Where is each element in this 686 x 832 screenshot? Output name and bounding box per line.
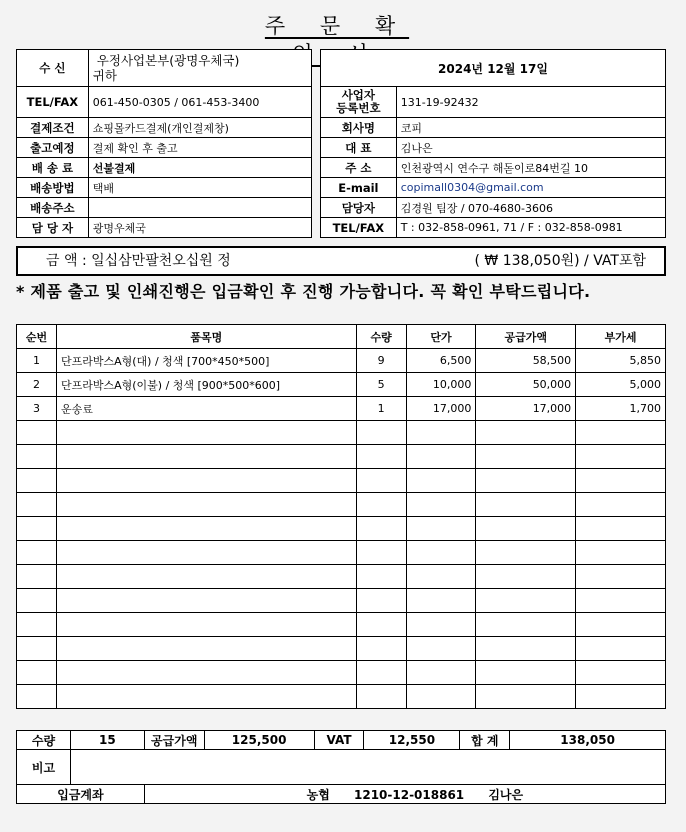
item-no: 1	[17, 349, 57, 373]
recipient-name-line1: 우정사업본부(광명우체국)	[96, 53, 240, 68]
empty-cell	[476, 685, 576, 709]
item-vat: 5,000	[576, 373, 666, 397]
business-number: 131-19-92432	[396, 87, 665, 118]
label-recipient: 수 신	[17, 50, 89, 87]
label-email: E-mail	[321, 178, 397, 198]
label-supply-total: 공급가액	[144, 731, 204, 750]
empty-cell	[576, 661, 666, 685]
label-business-number-line2: 등록번호	[336, 101, 381, 115]
empty-cell	[17, 589, 57, 613]
items-table-body	[17, 325, 666, 709]
empty-cell	[56, 637, 356, 661]
shipping-method: 택배	[88, 178, 311, 198]
empty-cell	[356, 565, 406, 589]
item-name: 단프라박스A형(이불) / 청색 [900*500*600]	[56, 373, 356, 397]
label-shipping-address: 배송주소	[17, 198, 89, 218]
empty-item-row	[17, 493, 666, 517]
empty-cell	[406, 685, 476, 709]
shipping-fee: 선불결제	[88, 158, 311, 178]
empty-cell	[476, 565, 576, 589]
empty-cell	[406, 445, 476, 469]
order-date: 2024년 12월 17일	[321, 50, 666, 87]
item-vat: 5,850	[576, 349, 666, 373]
empty-cell	[576, 541, 666, 565]
empty-cell	[356, 685, 406, 709]
item-no: 2	[17, 373, 57, 397]
empty-cell	[356, 661, 406, 685]
header-unit-price: 단가	[406, 325, 476, 349]
label-person-in-charge: 담 당 자	[17, 218, 89, 238]
empty-cell	[476, 637, 576, 661]
item-supply: 17,000	[476, 397, 576, 421]
empty-cell	[56, 613, 356, 637]
empty-item-row	[17, 541, 666, 565]
empty-cell	[356, 469, 406, 493]
ceo-name: 김나은	[396, 138, 665, 158]
label-company: 회사명	[321, 118, 397, 138]
empty-cell	[406, 421, 476, 445]
supplier-info-table	[320, 49, 666, 238]
item-unit-price: 10,000	[406, 373, 476, 397]
shipping-address	[88, 198, 311, 218]
bank-account-number: 1210-12-018861	[354, 787, 465, 802]
empty-item-row	[17, 445, 666, 469]
empty-cell	[576, 637, 666, 661]
empty-cell	[17, 661, 57, 685]
label-tel-fax: TEL/FAX	[17, 87, 89, 118]
document-title: 주 문 확	[264, 14, 410, 38]
total-qty: 15	[70, 731, 144, 750]
empty-item-row	[17, 637, 666, 661]
empty-cell	[356, 589, 406, 613]
vat-total: 12,550	[364, 731, 460, 750]
empty-item-row	[17, 421, 666, 445]
empty-item-row	[17, 589, 666, 613]
label-ceo: 대 표	[321, 138, 397, 158]
recipient-name-line2: 귀하	[92, 68, 117, 83]
label-grand-total: 합 계	[460, 731, 510, 750]
label-payment-terms: 결제조건	[17, 118, 89, 138]
item-qty: 9	[356, 349, 406, 373]
empty-cell	[56, 469, 356, 493]
empty-cell	[356, 637, 406, 661]
supplier-manager: 김경원 팀장 / 070-4680-3606	[396, 198, 665, 218]
empty-cell	[406, 565, 476, 589]
payment-terms: 쇼핑몰카드결제(개인결제창)	[88, 118, 311, 138]
empty-cell	[406, 637, 476, 661]
supplier-email[interactable]: copimall0304@gmail.com	[396, 178, 665, 198]
empty-cell	[17, 565, 57, 589]
label-ship-plan: 출고예정	[17, 138, 89, 158]
empty-cell	[576, 493, 666, 517]
item-name: 운송료	[56, 397, 356, 421]
supply-total: 125,500	[204, 731, 314, 750]
label-memo: 비고	[17, 750, 71, 785]
supplier-tel-fax: T : 032-858-0961, 71 / F : 032-858-0981	[396, 218, 665, 238]
summary-table	[16, 730, 666, 804]
empty-cell	[356, 493, 406, 517]
empty-cell	[17, 613, 57, 637]
label-supplier-tel-fax: TEL/FAX	[321, 218, 397, 238]
items-table	[16, 324, 666, 709]
label-vat-total: VAT	[314, 731, 364, 750]
label-manager: 담당자	[321, 198, 397, 218]
empty-cell	[56, 685, 356, 709]
label-business-number	[321, 87, 397, 118]
label-business-number-line1: 사업자	[341, 88, 376, 102]
items-header-row	[17, 325, 666, 349]
empty-cell	[576, 421, 666, 445]
empty-cell	[576, 469, 666, 493]
empty-cell	[356, 541, 406, 565]
empty-cell	[406, 541, 476, 565]
empty-cell	[476, 661, 576, 685]
ship-plan: 결제 확인 후 출고	[88, 138, 311, 158]
empty-cell	[56, 541, 356, 565]
item-qty: 5	[356, 373, 406, 397]
payment-notice: * 제품 출고 및 인쇄진행은 입금확인 후 진행 가능합니다. 꼭 확인 부탁드립니다.	[16, 282, 591, 301]
empty-cell	[406, 517, 476, 541]
summary-bank-row	[17, 785, 666, 804]
empty-cell	[476, 421, 576, 445]
empty-cell	[476, 541, 576, 565]
empty-cell	[406, 661, 476, 685]
empty-cell	[56, 589, 356, 613]
item-name: 단프라박스A형(대) / 청색 [700*450*500]	[56, 349, 356, 373]
bank-name: 농협	[306, 787, 330, 802]
empty-cell	[17, 637, 57, 661]
empty-cell	[56, 445, 356, 469]
empty-cell	[476, 493, 576, 517]
empty-cell	[406, 589, 476, 613]
empty-cell	[356, 421, 406, 445]
summary-memo-row	[17, 750, 666, 785]
recipient-info-table	[16, 49, 312, 238]
label-shipping-fee: 배 송 료	[17, 158, 89, 178]
empty-cell	[406, 493, 476, 517]
recipient-name	[88, 50, 311, 87]
item-supply: 50,000	[476, 373, 576, 397]
empty-cell	[17, 541, 57, 565]
empty-item-row	[17, 661, 666, 685]
empty-cell	[576, 445, 666, 469]
empty-cell	[17, 469, 57, 493]
amount-value: ( ₩ 138,050원) / VAT포함	[474, 253, 646, 269]
company-name: 코피	[396, 118, 665, 138]
empty-cell	[356, 445, 406, 469]
label-bank-account: 입금계좌	[17, 785, 145, 804]
recipient-tel-fax: 061-450-0305 / 061-453-3400	[88, 87, 311, 118]
empty-cell	[406, 613, 476, 637]
item-no: 3	[17, 397, 57, 421]
empty-cell	[17, 685, 57, 709]
empty-cell	[56, 661, 356, 685]
empty-cell	[17, 493, 57, 517]
empty-cell	[406, 469, 476, 493]
empty-cell	[56, 517, 356, 541]
empty-item-row	[17, 469, 666, 493]
empty-cell	[476, 517, 576, 541]
empty-cell	[17, 445, 57, 469]
bank-account-info	[144, 785, 665, 804]
item-unit-price: 6,500	[406, 349, 476, 373]
empty-cell	[56, 565, 356, 589]
amount-in-words: 금 액 : 일십삼만팔천오십원 정	[46, 253, 231, 269]
item-supply: 58,500	[476, 349, 576, 373]
label-shipping-method: 배송방법	[17, 178, 89, 198]
grand-total: 138,050	[510, 731, 666, 750]
item-row-3	[17, 397, 666, 421]
empty-cell	[576, 613, 666, 637]
empty-cell	[476, 445, 576, 469]
empty-cell	[576, 517, 666, 541]
header-no: 순번	[17, 325, 57, 349]
label-address: 주 소	[321, 158, 397, 178]
supplier-address: 인천광역시 연수구 해돋이로84번길 10	[396, 158, 665, 178]
item-qty: 1	[356, 397, 406, 421]
empty-cell	[576, 589, 666, 613]
item-row-2	[17, 373, 666, 397]
empty-cell	[56, 493, 356, 517]
person-in-charge: 광명우체국	[88, 218, 311, 238]
empty-cell	[576, 565, 666, 589]
amount-box	[16, 246, 666, 276]
item-unit-price: 17,000	[406, 397, 476, 421]
header-vat: 부가세	[576, 325, 666, 349]
empty-cell	[356, 517, 406, 541]
empty-cell	[56, 421, 356, 445]
empty-cell	[356, 613, 406, 637]
item-vat: 1,700	[576, 397, 666, 421]
empty-item-row	[17, 685, 666, 709]
empty-item-row	[17, 565, 666, 589]
header-supply-amount: 공급가액	[476, 325, 576, 349]
empty-cell	[576, 685, 666, 709]
empty-item-row	[17, 517, 666, 541]
empty-item-row	[17, 613, 666, 637]
summary-totals-row	[17, 731, 666, 750]
empty-cell	[476, 613, 576, 637]
empty-cell	[17, 517, 57, 541]
memo	[70, 750, 665, 785]
empty-cell	[476, 469, 576, 493]
bank-holder: 김나은	[488, 787, 524, 802]
header-quantity: 수량	[356, 325, 406, 349]
label-total-qty: 수량	[17, 731, 71, 750]
empty-cell	[17, 421, 57, 445]
header-item-name: 품목명	[56, 325, 356, 349]
item-row-1	[17, 349, 666, 373]
empty-cell	[476, 589, 576, 613]
